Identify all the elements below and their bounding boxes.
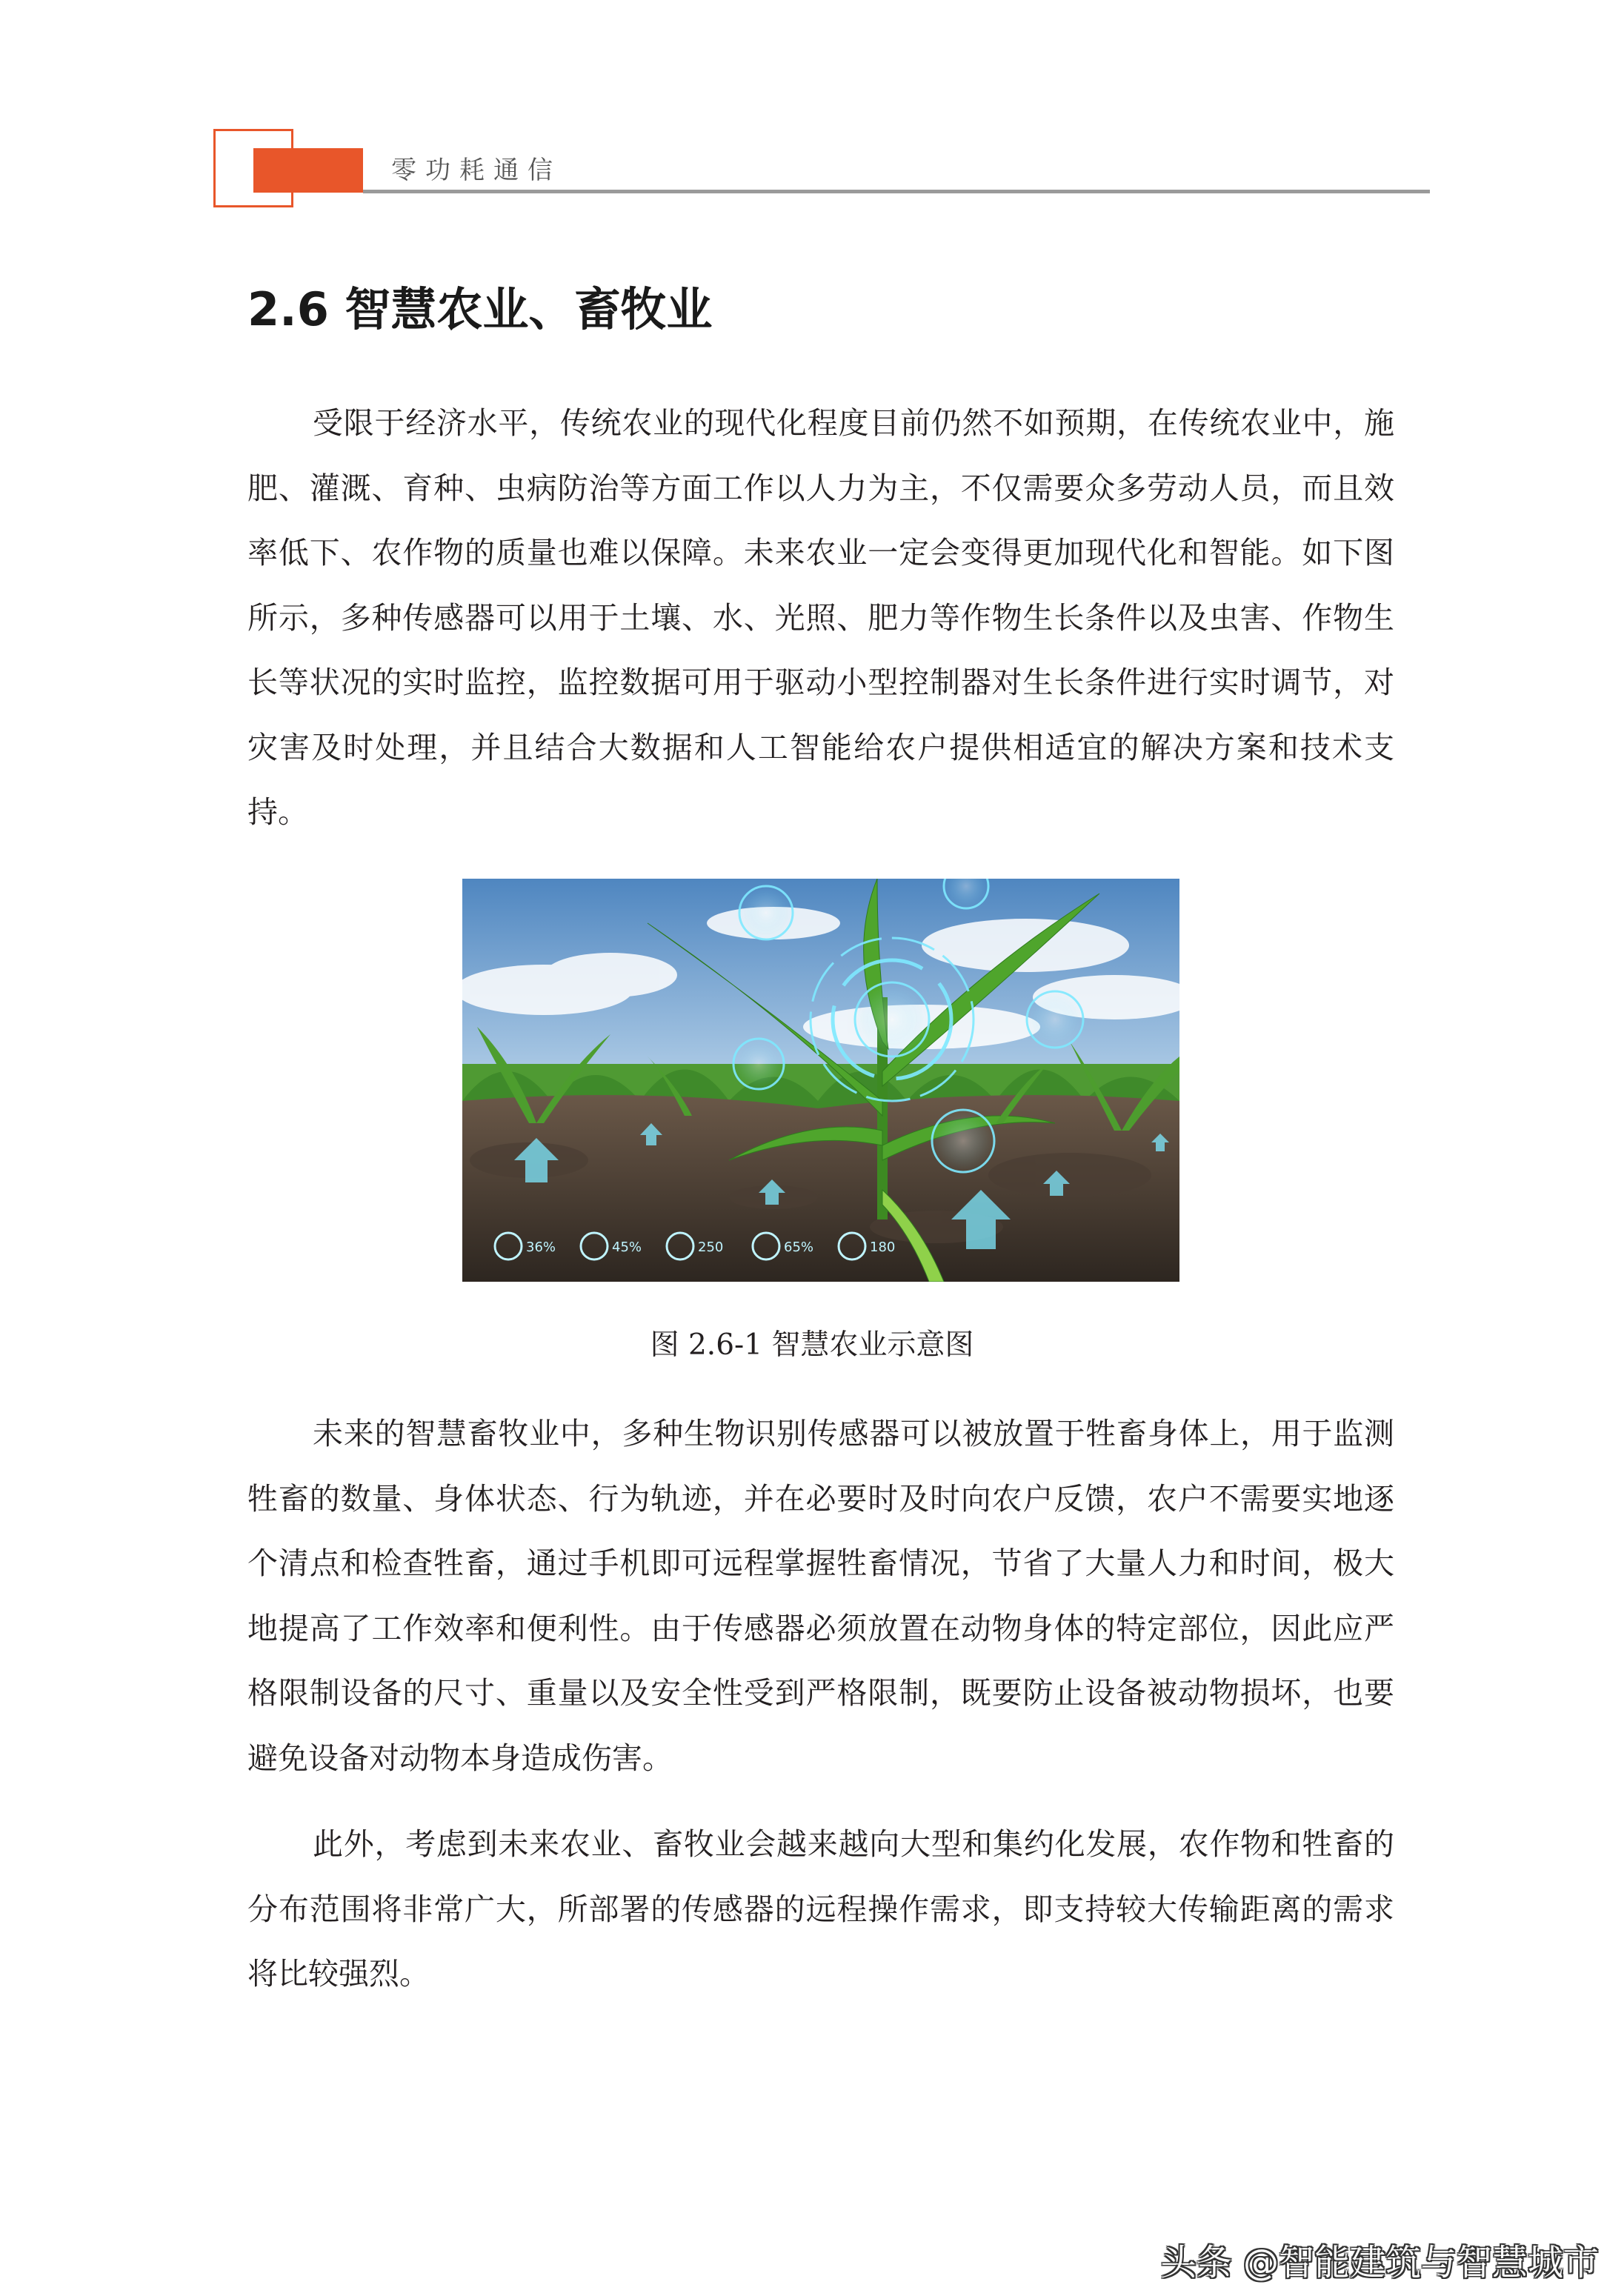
body-paragraph-2: 未来的智慧畜牧业中，多种生物识别传感器可以被放置于牲畜身体上，用于监测牲畜的数量、身体状态、行为轨迹，并在必要时及时向农户反馈，农户不需要实地逐个清点和检查牲畜，通过手机即可远程掌握牲畜情况，节省了大量人力和时间，极大地提高了工作效率和便利性。由于传感器必须放置在动物身体的特定部位，因此应严格限制设备的尺寸、重量以及安全性受到严格限制，既要防止设备被动物损坏，也要避免设备对动物本身造成伤害。 (247, 1416, 1394, 1776)
figure-illustration (462, 879, 1179, 1282)
section-title: 2.6 智慧农业、畜牧业 (247, 282, 713, 336)
sensor-value-3: 250 (698, 1239, 724, 1255)
header-accent-block (253, 148, 363, 193)
smart-agriculture-figure (462, 879, 1179, 1282)
source-watermark: 头条 @智能建筑与智慧城市 (1160, 2242, 1599, 2283)
header-rule (363, 190, 1430, 193)
sensor-value-4: 65% (784, 1239, 814, 1255)
figure-caption: 图 2.6-1 智慧农业示意图 (650, 1328, 974, 1362)
sensor-value-1: 36% (526, 1239, 556, 1255)
running-title: 零功耗通信 (391, 156, 562, 185)
sensor-value-5: 180 (870, 1239, 896, 1255)
body-paragraph-1: 受限于经济水平，传统农业的现代化程度目前仍然不如预期，在传统农业中，施肥、灌溉、育种、虫病防治等方面工作以人力为主，不仅需要众多劳动人员，而且效率低下、农作物的质量也难以保障。未来农业一定会变得更加现代化和智能。如下图所示，多种传感器可以用于土壤、水、光照、肥力等作物生长条件以及虫害、作物生长等状况的实时监控，监控数据可用于驱动小型控制器对生长条件进行实时调节，对灾害及时处理，并且结合大数据和人工智能给农户提供相适宜的解决方案和技术支持。 (247, 405, 1394, 830)
body-paragraph-3: 此外，考虑到未来农业、畜牧业会越来越向大型和集约化发展，农作物和牲畜的分布范围将非常广大，所部署的传感器的远程操作需求，即支持较大传输距离的需求将比较强烈。 (247, 1826, 1394, 1991)
sensor-value-2: 45% (612, 1239, 642, 1255)
